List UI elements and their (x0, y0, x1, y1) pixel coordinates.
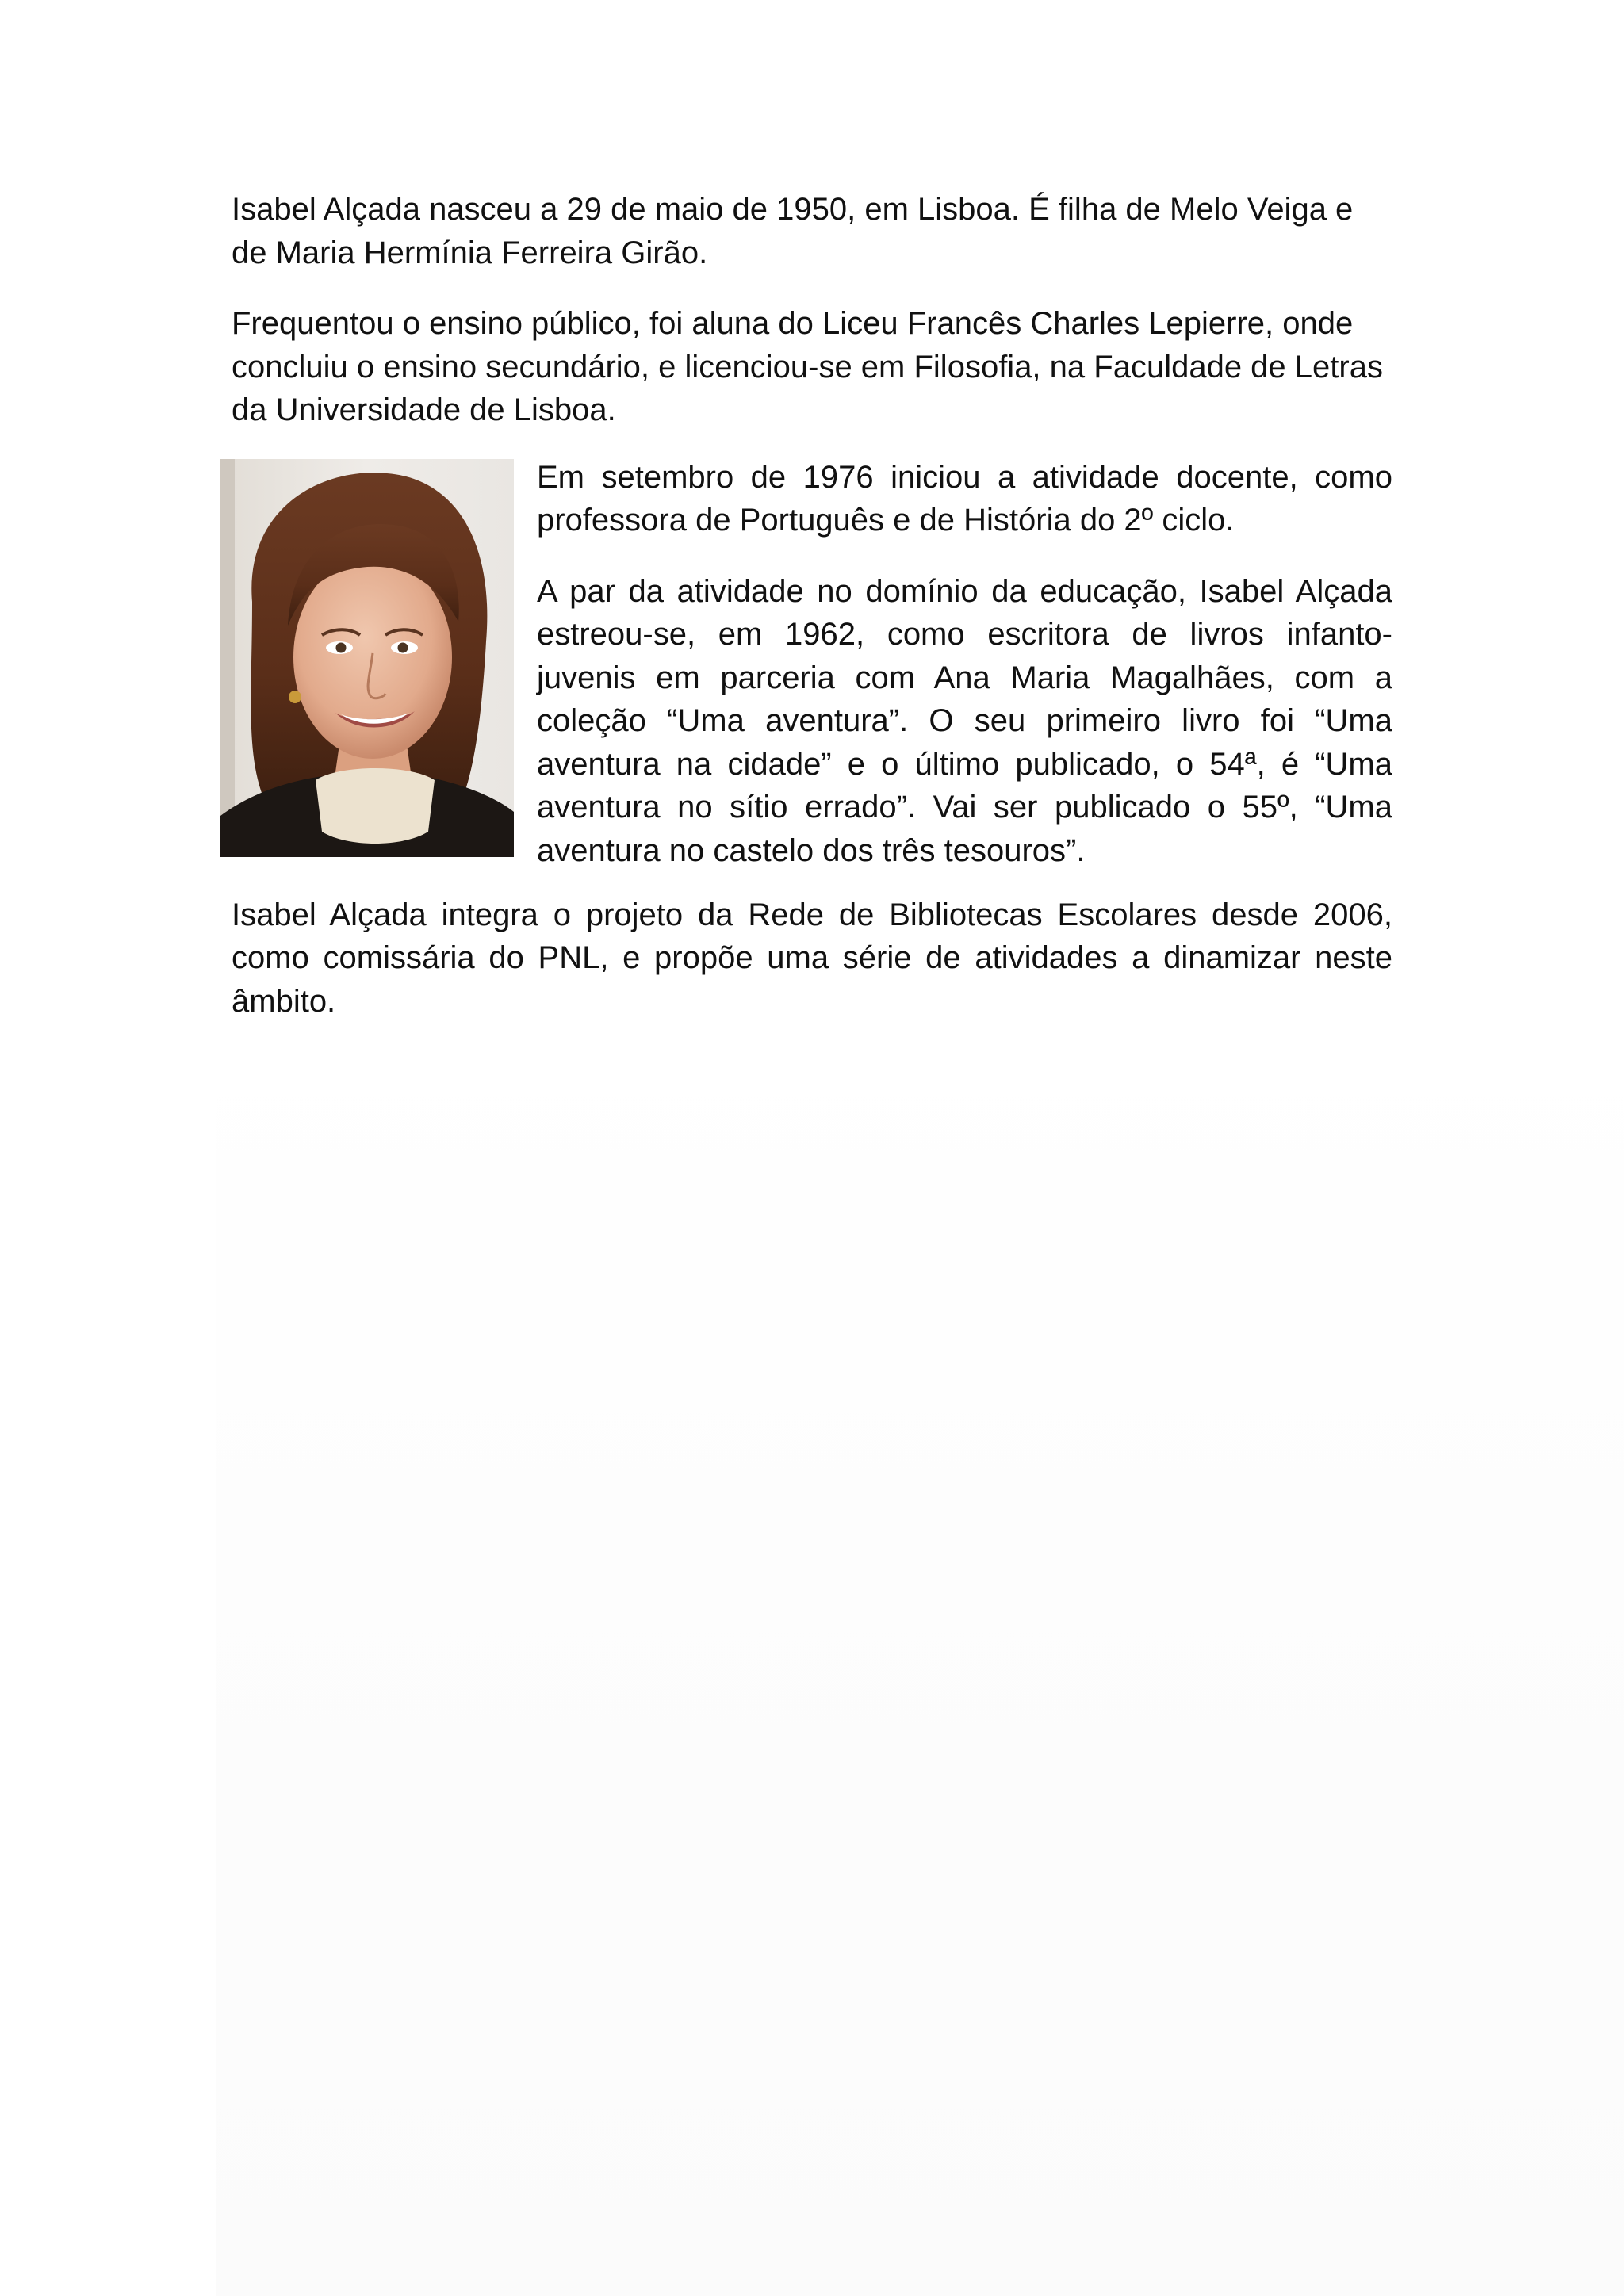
portrait-photo (220, 459, 514, 857)
side-text-column (537, 456, 1392, 873)
paragraph-library-network: Isabel Alçada integra o projeto da Rede de Bibliotecas Escolares desde 2006, como comissária do PNL, e propõe uma série de atividades a dinamizar neste âmbito. (232, 897, 1392, 1019)
paragraph-education: Frequentou o ensino público, foi aluna do Liceu Francês Charles Lepierre, onde concluiu o ensino secundário, e licenciou-se em Filosofia, na Faculdade de Letras da Universidade de Lisboa. (232, 306, 1383, 427)
paragraph-birth: Isabel Alçada nasceu a 29 de maio de 1950, em Lisboa. É filha de Melo Veiga e de Maria Hermínia Ferreira Girão. (232, 192, 1354, 270)
paragraph-writing: A par da atividade no domínio da educação, Isabel Alçada estreou-se, em 1962, como escritora de livros infanto-juvenis em parceria com Ana Maria Magalhães, com a coleção “Uma aventura”. O seu primeiro livro foi “Uma aventura na cidade” e o último publicado, o 54ª, é “Uma aventura no sítio errado”. Vai ser publicado o 55º, “Uma aventura no castelo dos três tesouros”. (537, 573, 1392, 868)
page-background (216, 1027, 1624, 2296)
document-body (232, 188, 1392, 1023)
paragraph-teaching: Em setembro de 1976 iniciou a atividade docente, como professora de Português e de História do 2º ciclo. (537, 459, 1392, 538)
photo-text-block (232, 459, 1392, 894)
